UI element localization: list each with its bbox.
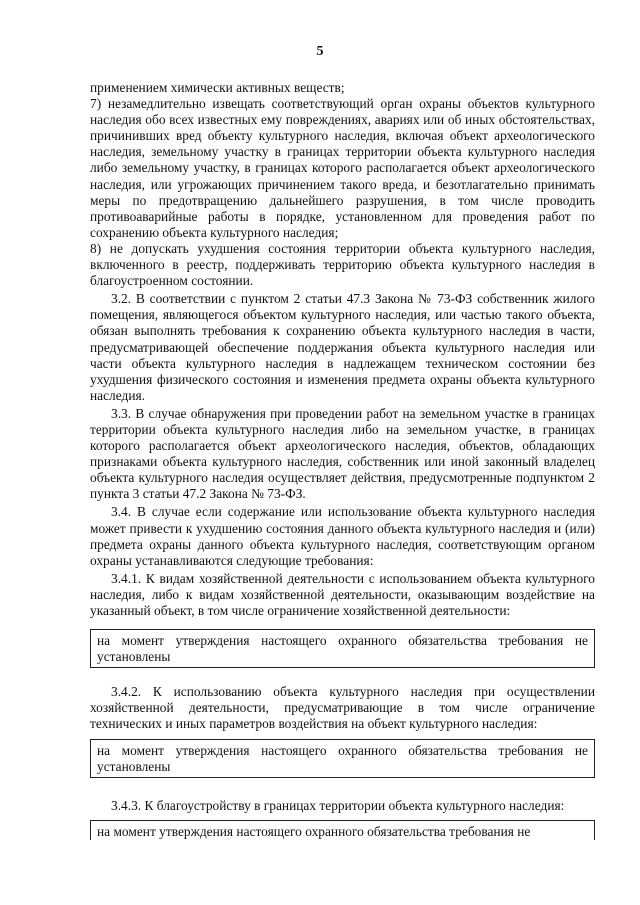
requirement-box-1-wrapper	[90, 629, 595, 668]
requirement-box-3-wrapper	[90, 820, 595, 840]
requirement-box-2-wrapper	[90, 739, 595, 778]
paragraph-item-7: 7) незамедлительно извещать соответствующий орган охраны объектов культурного наследия обо всех известных ему повреждениях, авариях или об иных обстоятельствах, причинивших вред объекту культурного наследия, включая объект археологического наследия, земельному участку в границах территории объекта культурного наследия либо земельному участку, в границах которого располагается объект археологического наследия, или угрожающих причинением такого вреда, и безотлагательно принимать меры по предотвращению дальнейшего разрушения, в том числе проводить противоаварийные работы в порядке, установленном для проведения работ по сохранению объекта культурного наследия;	[90, 96, 595, 240]
requirement-box-1: на момент утверждения настоящего охранного обязательства требования не установлены	[90, 629, 595, 668]
requirement-box-3: на момент утверждения настоящего охранного обязательства требования не	[90, 820, 595, 840]
paragraph-3-2: 3.2. В соответствии с пунктом 2 статьи 47.3 Закона № 73-ФЗ собственник жилого помещения, являющегося объектом культурного наследия, или частью такого объекта, обязан выполнять требования к сохранению объекта культурного наследия в части, предусматривающей обеспечение поддержания объекта культурного наследия или части объекта культурного наследия в надлежащем техническом состоянии без ухудшения физического состояния и изменения предмета охраны объекта культурного наследия.	[90, 291, 595, 403]
paragraph-item-8: 8) не допускать ухудшения состояния территории объекта культурного наследия, включенного в реестр, поддерживать территорию объекта культурного наследия в благоустроенном состоянии.	[90, 240, 595, 289]
paragraph-chemical: применением химически активных веществ;	[90, 80, 345, 95]
page-number: 5	[316, 44, 324, 59]
paragraph-3-4: 3.4. В случае если содержание или использование объекта культурного наследия может привести к ухудшению состояния данного объекта культурного наследия и (или) предмета охраны данного объекта культурного наследия, соответствующим органом охраны устанавливаются следующие требования:	[90, 504, 595, 568]
paragraph-3-4-1: 3.4.1. К видам хозяйственной деятельности с использованием объекта культурного наследия, либо к видам хозяйственной деятельности, оказывающим воздействие на указанный объект, в том числе ограничение хозяйственной деятельности:	[90, 570, 595, 618]
requirement-box-2: на момент утверждения настоящего охранного обязательства требования не установлены	[90, 739, 595, 778]
paragraph-3-4-2: 3.4.2. К использованию объекта культурного наследия при осуществлении хозяйственной деятельности, предусматривающие в том числе ограничение технических и иных параметров воздействия на объект культурного наследия:	[90, 684, 595, 732]
document-body	[90, 80, 595, 840]
paragraph-3-4-3: 3.4.3. К благоустройству в границах территории объекта культурного наследия:	[111, 797, 565, 813]
paragraph-3-3: 3.3. В случае обнаружения при проведении работ на земельном участке в границах территории объекта культурного наследия либо на земельном участке, в границах которого располагается объект археологического наследия, объектов, обладающих признаками объекта культурного наследия, собственник или иной законный владелец объекта культурного наследия осуществляет действия, предусмотренные подпунктом 2 пункта 3 статьи 47.2 Закона № 73-ФЗ.	[90, 405, 595, 502]
